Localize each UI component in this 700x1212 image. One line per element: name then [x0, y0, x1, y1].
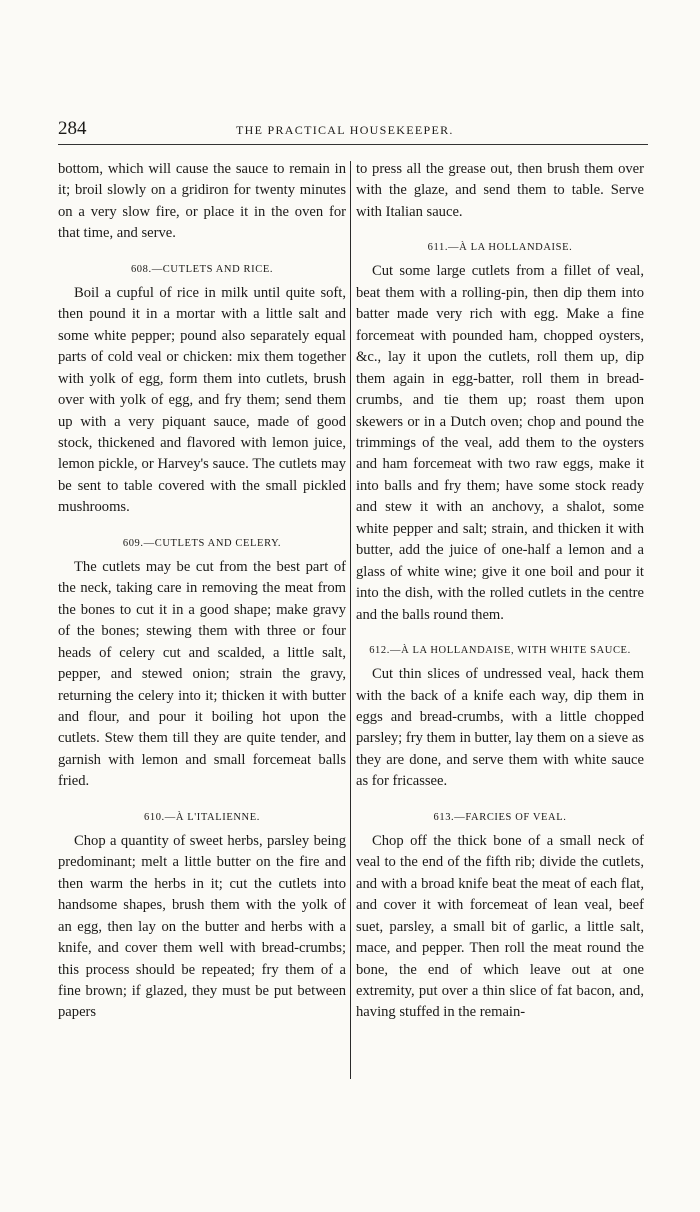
- recipe-612-text: Cut thin slices of undressed veal, hack them with the back of a knife each way, dip them in eggs and bread-crumbs, with a little chopped parsley; fry them in butter, lay them on a sieve as they are done, and serve them with white sauce as for fricassee.: [356, 666, 644, 790]
- book-page: [58, 118, 648, 1021]
- recipe-613-title: 613.—FARCIES OF VEAL.: [433, 811, 567, 823]
- continued-paragraph: bottom, which will cause the sauce to remain in it; broil slowly on a gridiron for twenty minutes on a very slow fire, or place it in the oven for that time, and serve.: [58, 161, 346, 242]
- left-column: [58, 159, 346, 1024]
- recipe-608-text: Boil a cupful of rice in milk until quite soft, then pound it in a mortar with a little salt and some white pepper; pound also separately equal parts of cold veal or chicken: mix them together with yolk of egg, form them into cutlets, brush over with yolk of egg, and fry them; send them up with a very piquant sauce, made of good stock, thickened and flavored with lemon juice, lemon pickle, or Harvey's sauce. The cutlets may be sent to table covered with the small pickled mushrooms.: [58, 284, 346, 516]
- recipe-610-text: Chop a quantity of sweet herbs, parsley being predominant; melt a little butter on the fire and then warm the herbs in it; cut the cutlets into handsome shapes, brush them with the yolk of an egg, then lay on the butter and herbs with a knife, and cover them well with bread-crumbs; this process should be repeated; fry them of a fine brown; if glazed, they must be put between papers: [58, 832, 346, 1021]
- recipe-613-text: Chop off the thick bone of a small neck of veal to the end of the fifth rib; divide the cutlets, and with a broad knife beat the meat of each flat, and cover it with forcemeat of lean veal, beef suet, parsley, a small bit of garlic, a little salt, mace, and pepper. Then roll the meat round the bone, the end of which leave out at one extremity, put over a thin slice of fat bacon, and, having stuffed in the remain-: [356, 832, 644, 1021]
- recipe-610-title: 610.—À L'ITALIENNE.: [144, 811, 260, 823]
- recipe-609-title: 609.—CUTLETS AND CELERY.: [122, 537, 282, 549]
- continued-paragraph: to press all the grease out, then brush them over with the glaze, and send them to table. Serve with Italian sauce.: [356, 161, 644, 220]
- running-title: THE PRACTICAL HOUSEKEEPER.: [236, 123, 454, 137]
- recipe-611-title: 611.—À LA HOLLANDAISE.: [427, 242, 573, 254]
- right-column: [356, 159, 644, 1024]
- running-head: [58, 118, 648, 145]
- recipe-608-title: 608.—CUTLETS AND RICE.: [130, 263, 274, 275]
- page-number: 284: [58, 118, 87, 139]
- recipe-609-text: The cutlets may be cut from the best part of the neck, taking care in removing the meat from the bones to cut it in a good shape; make gravy of the bones; stewing them with three or four heads of celery cut and scalded, a little salt, pepper, and stewed onion; strain the gravy, returning the celery into it; thicken it with butter and flour, and pour it boiling hot upon the cutlets. Stew them till they are quite tender, and garnish with lemon and small forcemeat balls fried.: [58, 558, 346, 790]
- recipe-612-title: 612.—À LA HOLLANDAISE, WITH WHITE SAUCE.: [369, 645, 631, 657]
- column-divider: [350, 161, 351, 1079]
- recipe-611-text: Cut some large cutlets from a fillet of veal, beat them with a rolling-pin, then dip them into batter made very rich with egg. Make a fine forcemeat with pounded ham, chopped oysters, &c., lay it upon the cutlets, roll them up, dip them again in egg-batter, roll them in bread-crumbs, and tie them up; roast them upon skewers or in a Dutch oven; chop and pound the trimmings of the veal, add them to the oysters and ham forcemeat with two raw eggs, make it into balls and fry them; have some stock ready and stew it with an anchovy, a shalot, some white pepper and salt; strain, and thicken it with butter, add the juice of one-half a lemon and a glass of white wine; give it one boil and pour it into the dish, with the rolled cutlets in the centre and the balls round them.: [356, 263, 644, 623]
